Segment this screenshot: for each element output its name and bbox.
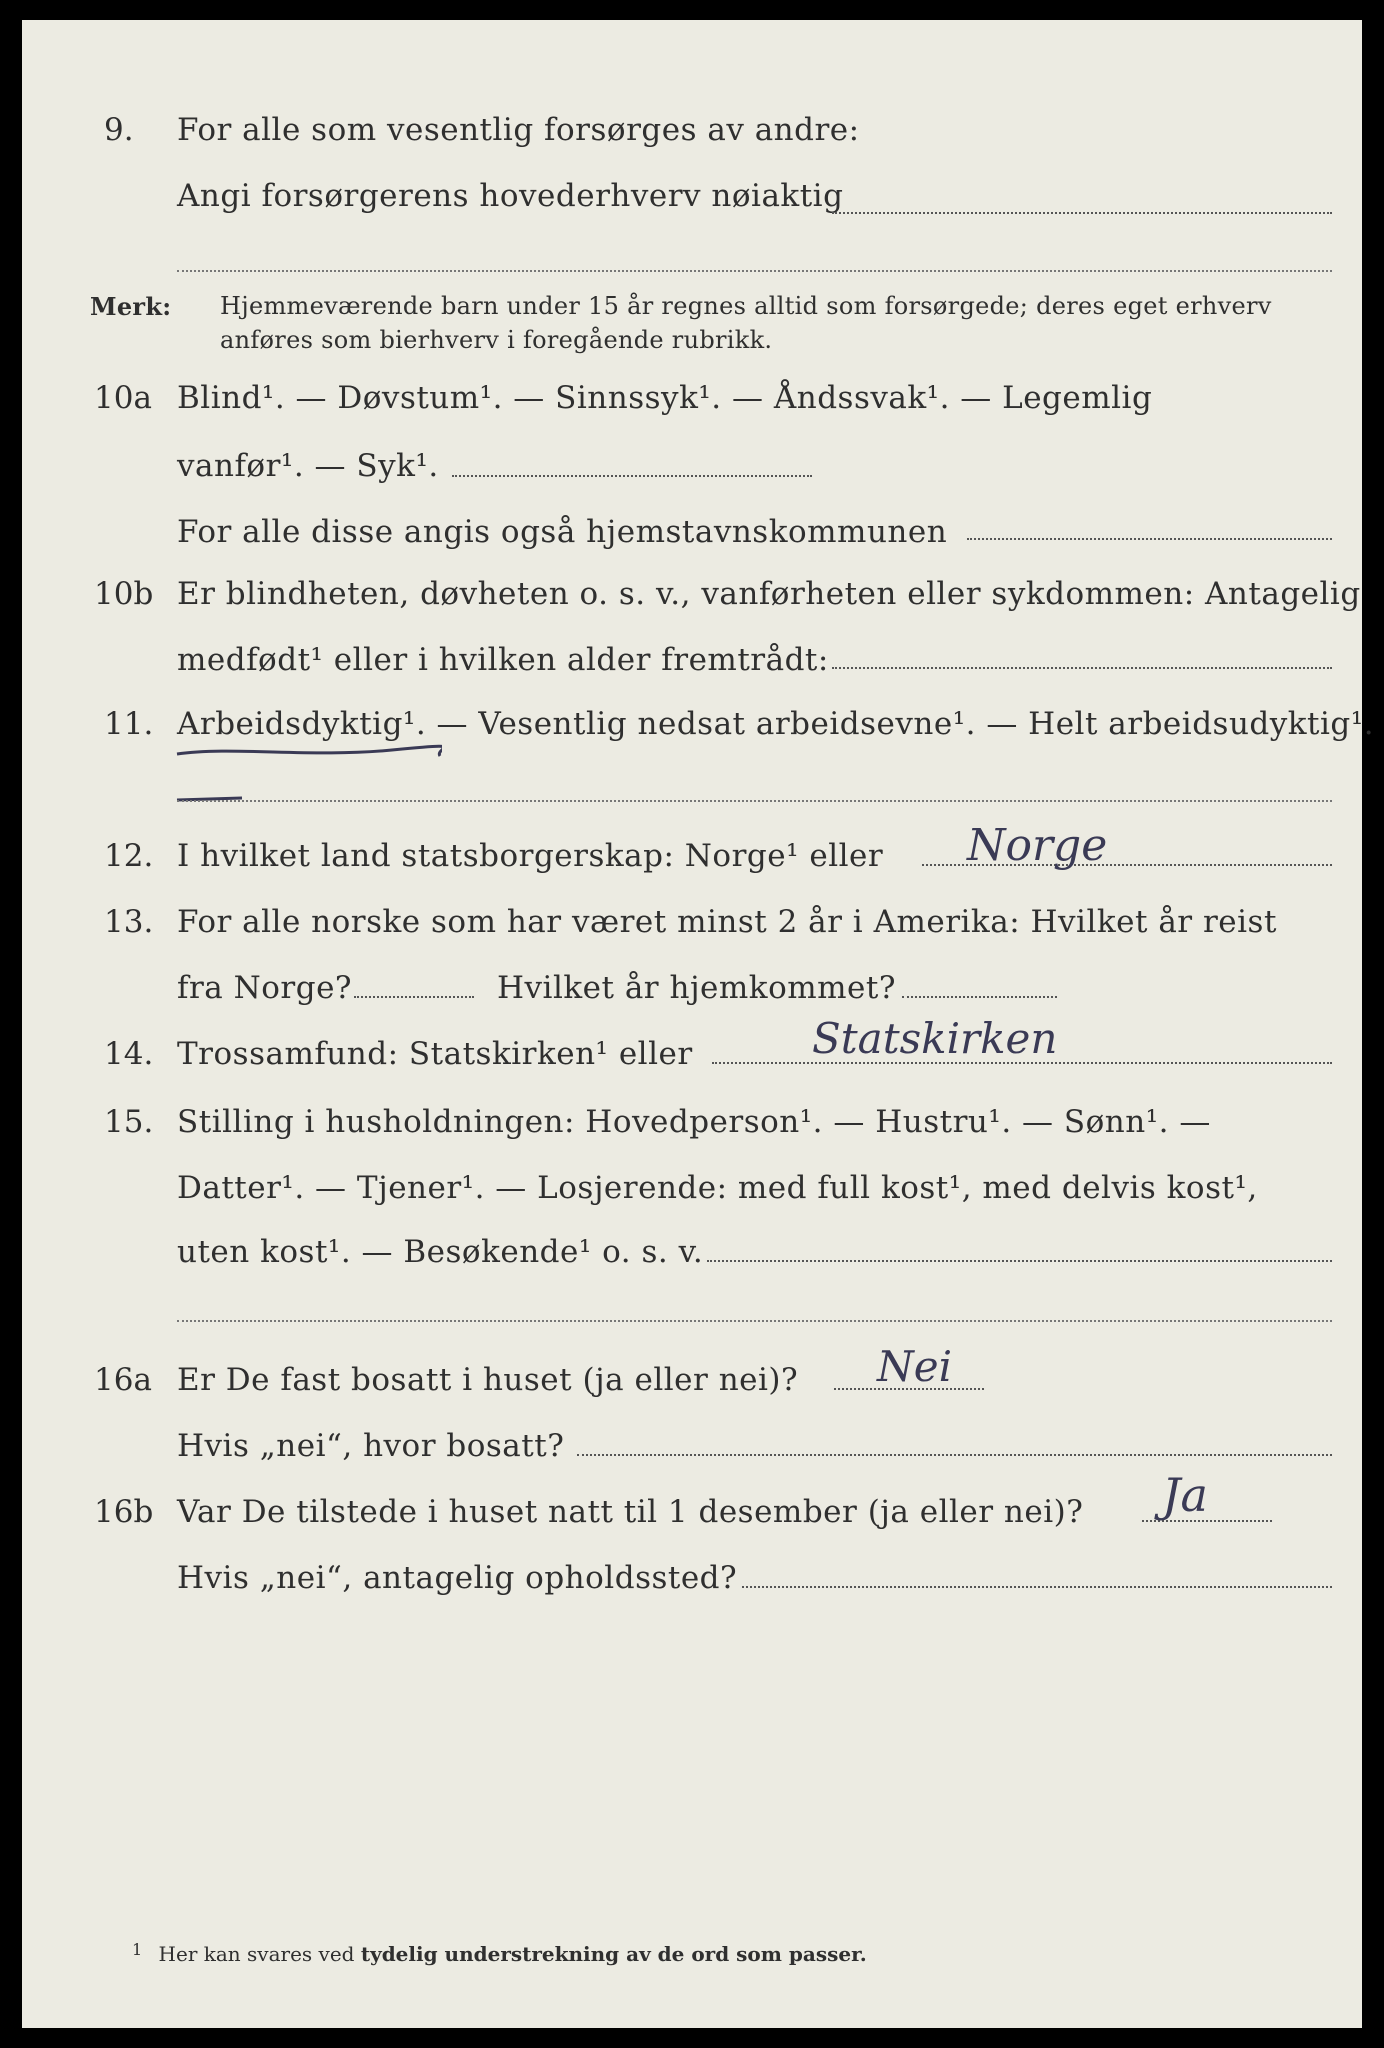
q10a-line1: Blind¹. — Døvstum¹. — Sinnssyk¹. — Åndssvak¹. — Legemlig [177, 380, 1153, 416]
merk-label: Merk: [90, 292, 172, 321]
q13-line2b: Hvilket år hjemkommet? [497, 970, 896, 1006]
q15-line3: uten kost¹. — Besøkende¹ o. s. v. [177, 1234, 704, 1270]
q13-hjemkommet-field[interactable] [902, 996, 1057, 998]
q15-answer-field[interactable] [707, 1260, 1332, 1262]
q16b-line1: Var De tilstede i huset natt til 1 desember (ja eller nei)? [177, 1494, 1084, 1530]
q9-line1: For alle som vesentlig forsørges av andre: [177, 112, 860, 148]
q16a-line2: Hvis „nei“, hvor bosatt? [177, 1428, 565, 1464]
q10a-line3: For alle disse angis også hjemstavnskommunen [177, 514, 948, 550]
q13-line2a: fra Norge? [177, 970, 353, 1006]
q10a-hjemstavn-field[interactable] [967, 538, 1332, 540]
q14-handwritten-answer: Statskirken [812, 1014, 1058, 1063]
q16a-handwritten-answer: Nei [877, 1342, 953, 1391]
item-number-14: 14. [104, 1036, 154, 1072]
q15-separator [177, 1320, 1332, 1322]
item-number-10b: 10b [94, 576, 154, 612]
merk-line2: anføres som bierhverv i foregående rubrikk. [220, 326, 773, 354]
q10b-line2: medfødt¹ eller i hvilken alder fremtrådt: [177, 642, 829, 678]
q10a-answer-field[interactable] [452, 475, 812, 477]
q14-line1: Trossamfund: Statskirken¹ eller [177, 1036, 693, 1072]
q10a-line2: vanfør¹. — Syk¹. [177, 448, 439, 484]
q10b-answer-field[interactable] [832, 667, 1332, 669]
item-number-12: 12. [104, 838, 154, 874]
q16b-opholdssted-field[interactable] [742, 1586, 1332, 1588]
item-number-16b: 16b [94, 1494, 154, 1530]
item-number-13: 13. [104, 904, 154, 940]
q9-line2: Angi forsørgerens hovederhverv nøiaktig [177, 178, 844, 214]
q10b-line1: Er blindheten, døvheten o. s. v., vanførheten eller sykdommen: Antagelig [177, 576, 1361, 612]
q13-reist-field[interactable] [354, 996, 474, 998]
item-number-9: 9. [104, 112, 134, 148]
footnote-text: Her kan svares ved [158, 1942, 355, 1966]
item-number-11: 11. [104, 706, 154, 742]
footnote-bold-text: tydelig understrekning av de ord som passer. [360, 1942, 867, 1966]
item-number-15: 15. [104, 1104, 154, 1140]
q16a-bosatt-field[interactable] [577, 1454, 1332, 1456]
footnote [132, 1942, 867, 1966]
q12-line1: I hvilket land statsborgerskap: Norge¹ eller [177, 838, 884, 874]
q16b-line2: Hvis „nei“, antagelig opholdssted? [177, 1560, 738, 1596]
merk-line1: Hjemmeværende barn under 15 år regnes alltid som forsørgede; deres eget erhverv [220, 292, 1272, 320]
q11-line1: Arbeidsdyktig¹. — Vesentlig nedsat arbeidsevne¹. — Helt arbeidsudyktig¹. [177, 706, 1375, 742]
q12-handwritten-answer: Norge [967, 820, 1108, 871]
footnote-mark: 1 [132, 1940, 143, 1959]
q15-line1: Stilling i husholdningen: Hovedperson¹. — Hustru¹. — Sønn¹. — [177, 1104, 1211, 1140]
q9-answer-field[interactable] [832, 212, 1332, 214]
q9-separator [177, 270, 1332, 272]
item-number-16a: 16a [94, 1362, 152, 1398]
handwritten-underline [172, 738, 442, 828]
q16b-handwritten-answer: Ja [1162, 1468, 1208, 1522]
census-form-page [22, 20, 1375, 2028]
q16a-line1: Er De fast bosatt i huset (ja eller nei)? [177, 1362, 799, 1398]
q11-separator [177, 800, 1332, 802]
q13-line1: For alle norske som har været minst 2 år i Amerika: Hvilket år reist [177, 904, 1277, 940]
q15-line2: Datter¹. — Tjener¹. — Losjerende: med full kost¹, med delvis kost¹, [177, 1170, 1258, 1206]
item-number-10a: 10a [94, 380, 152, 416]
